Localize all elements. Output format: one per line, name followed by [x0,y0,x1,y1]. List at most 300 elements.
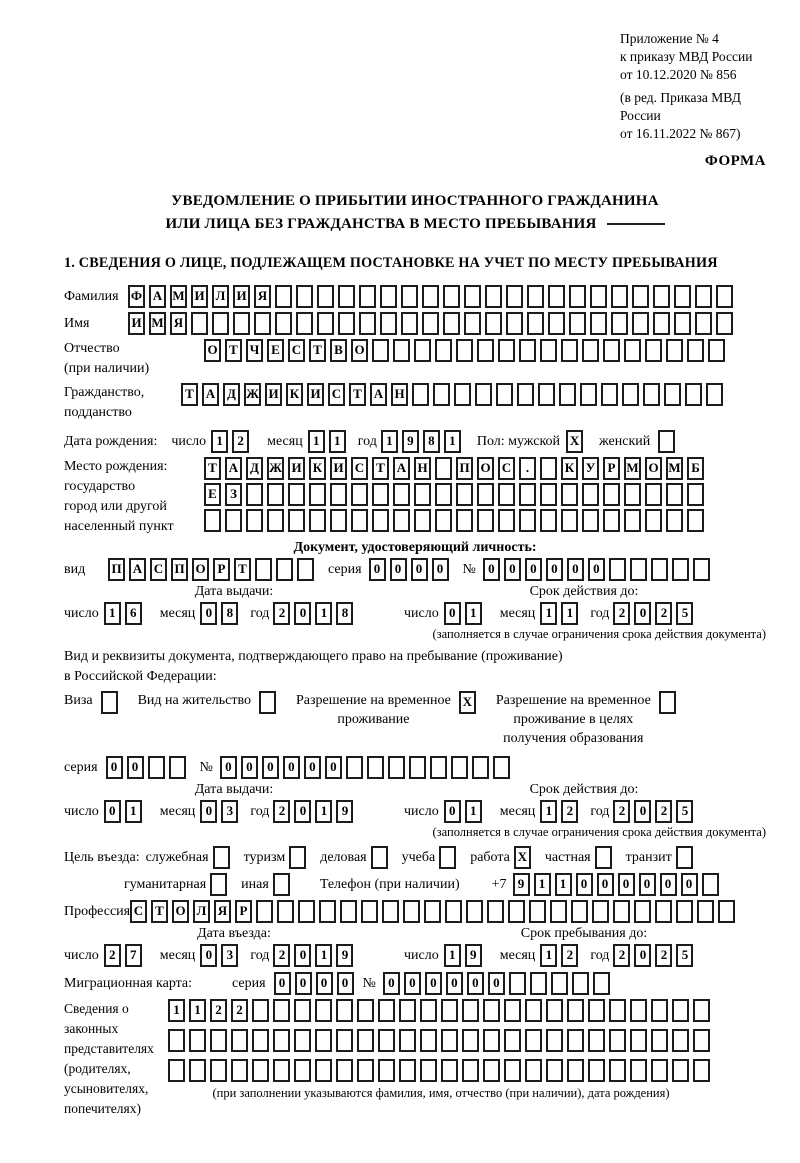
char-box[interactable]: С [328,383,345,406]
char-box[interactable] [672,558,689,581]
char-box[interactable] [289,846,306,869]
char-box[interactable]: О [204,339,221,362]
char-box[interactable] [582,509,599,532]
char-box[interactable] [101,691,118,714]
char-box[interactable]: 0 [106,756,123,779]
char-box[interactable]: 9 [402,430,419,453]
char-box[interactable]: О [477,457,494,480]
char-box[interactable] [441,1059,458,1082]
char-box[interactable] [254,312,271,335]
char-box[interactable] [693,1059,710,1082]
char-box[interactable] [414,509,431,532]
char-box[interactable] [687,483,704,506]
char-box[interactable]: 1 [444,944,461,967]
char-box[interactable] [189,1029,206,1052]
char-box[interactable] [445,900,462,923]
char-box[interactable] [464,285,481,308]
char-box[interactable] [399,1059,416,1082]
char-box[interactable]: 0 [262,756,279,779]
char-box[interactable]: 0 [639,873,656,896]
char-box[interactable]: 0 [294,800,311,823]
char-box[interactable]: 0 [660,873,677,896]
char-box[interactable]: Д [246,457,263,480]
char-box[interactable] [622,383,639,406]
char-box[interactable]: О [172,900,189,923]
char-box[interactable] [441,1029,458,1052]
char-box[interactable]: 5 [676,602,693,625]
char-box[interactable] [399,999,416,1022]
char-box[interactable] [485,285,502,308]
char-box[interactable] [716,285,733,308]
char-box[interactable]: 1 [315,800,332,823]
char-box[interactable]: 0 [597,873,614,896]
char-box[interactable] [210,873,227,896]
char-box[interactable] [233,312,250,335]
char-box[interactable] [676,900,693,923]
char-box[interactable] [357,1059,374,1082]
char-box[interactable]: Т [309,339,326,362]
char-box[interactable] [550,900,567,923]
char-box[interactable] [569,285,586,308]
char-box[interactable] [603,483,620,506]
char-box[interactable] [294,999,311,1022]
char-box[interactable] [317,312,334,335]
char-box[interactable]: А [129,558,146,581]
char-box[interactable] [441,999,458,1022]
char-box[interactable] [538,383,555,406]
char-box[interactable]: Т [225,339,242,362]
char-box[interactable] [464,312,481,335]
char-box[interactable]: 2 [273,944,290,967]
char-box[interactable] [483,1029,500,1052]
char-box[interactable] [525,1059,542,1082]
char-box[interactable] [456,509,473,532]
char-box[interactable] [378,999,395,1022]
char-box[interactable]: Ж [244,383,261,406]
char-box[interactable] [643,383,660,406]
char-box[interactable]: 0 [618,873,635,896]
char-box[interactable]: П [456,457,473,480]
char-box[interactable]: Т [204,457,221,480]
char-box[interactable]: 1 [555,873,572,896]
char-box[interactable] [632,285,649,308]
char-box[interactable] [168,1059,185,1082]
char-box[interactable] [609,558,626,581]
char-box[interactable] [496,383,513,406]
char-box[interactable] [506,312,523,335]
char-box[interactable] [371,846,388,869]
char-box[interactable] [590,285,607,308]
char-box[interactable] [477,339,494,362]
char-box[interactable] [651,1029,668,1052]
char-box[interactable] [630,999,647,1022]
char-box[interactable]: 2 [613,602,630,625]
char-box[interactable] [685,383,702,406]
char-box[interactable] [548,285,565,308]
char-box[interactable]: Т [372,457,389,480]
char-box[interactable]: Р [603,457,620,480]
char-box[interactable] [651,1059,668,1082]
char-box[interactable] [655,900,672,923]
char-box[interactable]: Е [267,339,284,362]
char-box[interactable]: 0 [295,972,312,995]
char-box[interactable]: 3 [221,944,238,967]
char-box[interactable] [420,1029,437,1052]
char-box[interactable] [340,900,357,923]
char-box[interactable]: К [561,457,578,480]
char-box[interactable] [399,1029,416,1052]
char-box[interactable]: 0 [404,972,421,995]
char-box[interactable]: Ж [267,457,284,480]
char-box[interactable] [472,756,489,779]
char-box[interactable] [351,509,368,532]
char-box[interactable]: 0 [576,873,593,896]
char-box[interactable]: К [286,383,303,406]
char-box[interactable] [509,972,526,995]
char-box[interactable]: 1 [308,430,325,453]
char-box[interactable] [624,509,641,532]
char-box[interactable]: X [566,430,583,453]
char-box[interactable]: 0 [383,972,400,995]
char-box[interactable] [632,312,649,335]
char-box[interactable] [695,285,712,308]
char-box[interactable] [693,1029,710,1052]
char-box[interactable]: 0 [444,800,461,823]
char-box[interactable] [213,846,230,869]
char-box[interactable]: Т [234,558,251,581]
char-box[interactable] [527,312,544,335]
char-box[interactable] [666,483,683,506]
char-box[interactable]: 2 [210,999,227,1022]
char-box[interactable]: 1 [444,430,461,453]
char-box[interactable]: 8 [423,430,440,453]
char-box[interactable] [294,1029,311,1052]
char-box[interactable]: 2 [561,944,578,967]
char-box[interactable] [382,900,399,923]
char-box[interactable]: П [171,558,188,581]
char-box[interactable] [357,1029,374,1052]
char-box[interactable]: 0 [127,756,144,779]
char-box[interactable]: И [191,285,208,308]
char-box[interactable]: 0 [283,756,300,779]
char-box[interactable] [462,1059,479,1082]
char-box[interactable]: 0 [483,558,500,581]
char-box[interactable]: 1 [329,430,346,453]
char-box[interactable] [487,900,504,923]
char-box[interactable] [477,483,494,506]
char-box[interactable] [567,1059,584,1082]
char-box[interactable] [716,312,733,335]
char-box[interactable]: X [459,691,476,714]
char-box[interactable] [357,999,374,1022]
char-box[interactable]: Е [204,483,221,506]
char-box[interactable] [451,756,468,779]
char-box[interactable]: П [108,558,125,581]
char-box[interactable] [420,1059,437,1082]
char-box[interactable] [693,999,710,1022]
char-box[interactable] [546,1029,563,1052]
char-box[interactable]: 0 [294,602,311,625]
char-box[interactable] [674,285,691,308]
char-box[interactable]: 0 [294,944,311,967]
char-box[interactable] [435,483,452,506]
char-box[interactable]: 0 [634,602,651,625]
char-box[interactable]: 0 [432,558,449,581]
char-box[interactable]: А [393,457,410,480]
char-box[interactable]: 5 [676,800,693,823]
char-box[interactable] [504,1059,521,1082]
char-box[interactable] [630,1059,647,1082]
char-box[interactable]: О [192,558,209,581]
char-box[interactable] [645,339,662,362]
char-box[interactable] [540,457,557,480]
char-box[interactable] [252,1029,269,1052]
char-box[interactable] [603,509,620,532]
char-box[interactable]: 1 [315,944,332,967]
char-box[interactable] [414,483,431,506]
char-box[interactable] [231,1059,248,1082]
char-box[interactable] [403,900,420,923]
char-box[interactable]: 0 [681,873,698,896]
char-box[interactable]: 0 [104,800,121,823]
char-box[interactable] [288,483,305,506]
char-box[interactable]: 1 [540,602,557,625]
char-box[interactable] [346,756,363,779]
char-box[interactable] [336,1059,353,1082]
char-box[interactable] [687,339,704,362]
char-box[interactable] [672,1029,689,1052]
char-box[interactable] [582,339,599,362]
char-box[interactable] [380,285,397,308]
char-box[interactable]: 0 [390,558,407,581]
char-box[interactable]: А [202,383,219,406]
char-box[interactable] [401,285,418,308]
char-box[interactable]: Д [223,383,240,406]
char-box[interactable]: 0 [444,602,461,625]
char-box[interactable]: 1 [540,944,557,967]
char-box[interactable] [483,999,500,1022]
char-box[interactable] [420,999,437,1022]
char-box[interactable] [189,1059,206,1082]
char-box[interactable] [422,285,439,308]
char-box[interactable] [609,1059,626,1082]
char-box[interactable]: 3 [221,800,238,823]
char-box[interactable] [330,509,347,532]
char-box[interactable] [613,900,630,923]
char-box[interactable] [148,756,165,779]
char-box[interactable]: 0 [369,558,386,581]
char-box[interactable]: А [149,285,166,308]
char-box[interactable]: Т [349,383,366,406]
char-box[interactable]: И [128,312,145,335]
char-box[interactable] [559,383,576,406]
char-box[interactable] [439,846,456,869]
char-box[interactable]: И [288,457,305,480]
char-box[interactable] [276,558,293,581]
char-box[interactable] [525,1029,542,1052]
char-box[interactable] [645,483,662,506]
char-box[interactable] [571,900,588,923]
char-box[interactable] [611,312,628,335]
char-box[interactable]: 0 [274,972,291,995]
char-box[interactable] [588,1029,605,1052]
char-box[interactable]: 2 [273,602,290,625]
char-box[interactable]: . [519,457,536,480]
char-box[interactable] [588,999,605,1022]
char-box[interactable] [267,483,284,506]
char-box[interactable]: 5 [676,944,693,967]
char-box[interactable] [169,756,186,779]
char-box[interactable] [506,285,523,308]
char-box[interactable] [361,900,378,923]
char-box[interactable] [645,509,662,532]
char-box[interactable] [595,846,612,869]
char-box[interactable]: С [150,558,167,581]
char-box[interactable] [433,383,450,406]
char-box[interactable] [372,339,389,362]
char-box[interactable] [309,509,326,532]
char-box[interactable]: 2 [561,800,578,823]
char-box[interactable]: С [130,900,147,923]
char-box[interactable] [330,483,347,506]
char-box[interactable] [567,1029,584,1052]
char-box[interactable]: Я [254,285,271,308]
char-box[interactable] [273,999,290,1022]
char-box[interactable] [687,509,704,532]
char-box[interactable]: 1 [465,602,482,625]
char-box[interactable] [319,900,336,923]
char-box[interactable]: М [149,312,166,335]
char-box[interactable]: Н [414,457,431,480]
char-box[interactable] [651,999,668,1022]
char-box[interactable]: 2 [655,944,672,967]
char-box[interactable] [359,312,376,335]
char-box[interactable] [246,509,263,532]
char-box[interactable]: Н [391,383,408,406]
char-box[interactable] [624,339,641,362]
char-box[interactable] [624,483,641,506]
char-box[interactable] [498,483,515,506]
char-box[interactable] [401,312,418,335]
char-box[interactable]: А [370,383,387,406]
char-box[interactable] [527,285,544,308]
char-box[interactable] [572,972,589,995]
char-box[interactable]: 9 [465,944,482,967]
char-box[interactable]: Ч [246,339,263,362]
char-box[interactable] [246,483,263,506]
char-box[interactable]: 1 [315,602,332,625]
char-box[interactable] [466,900,483,923]
char-box[interactable] [540,483,557,506]
char-box[interactable] [296,285,313,308]
char-box[interactable]: Я [170,312,187,335]
char-box[interactable]: Я [214,900,231,923]
char-box[interactable] [456,483,473,506]
char-box[interactable]: 2 [655,800,672,823]
char-box[interactable] [477,509,494,532]
char-box[interactable] [517,383,534,406]
char-box[interactable] [548,312,565,335]
char-box[interactable]: З [225,483,242,506]
char-box[interactable]: 8 [221,602,238,625]
char-box[interactable] [388,756,405,779]
char-box[interactable] [493,756,510,779]
char-box[interactable]: 6 [125,602,142,625]
char-box[interactable] [498,509,515,532]
char-box[interactable]: О [351,339,368,362]
char-box[interactable] [540,339,557,362]
char-box[interactable]: И [233,285,250,308]
char-box[interactable] [567,999,584,1022]
char-box[interactable] [372,483,389,506]
char-box[interactable]: 7 [125,944,142,967]
char-box[interactable] [315,1059,332,1082]
char-box[interactable]: И [265,383,282,406]
char-box[interactable]: 1 [104,602,121,625]
char-box[interactable]: 2 [232,430,249,453]
char-box[interactable] [519,339,536,362]
char-box[interactable] [601,383,618,406]
char-box[interactable]: 9 [336,800,353,823]
char-box[interactable]: 1 [125,800,142,823]
char-box[interactable] [168,1029,185,1052]
char-box[interactable] [475,383,492,406]
char-box[interactable] [256,900,273,923]
char-box[interactable]: 0 [588,558,605,581]
char-box[interactable]: 0 [200,602,217,625]
char-box[interactable]: 0 [546,558,563,581]
char-box[interactable] [298,900,315,923]
char-box[interactable] [695,312,712,335]
char-box[interactable]: 2 [231,999,248,1022]
char-box[interactable] [414,339,431,362]
char-box[interactable] [338,285,355,308]
char-box[interactable]: 0 [220,756,237,779]
char-box[interactable] [519,483,536,506]
char-box[interactable]: 0 [446,972,463,995]
char-box[interactable] [653,312,670,335]
char-box[interactable] [508,900,525,923]
char-box[interactable] [666,339,683,362]
char-box[interactable]: Ф [128,285,145,308]
char-box[interactable] [672,999,689,1022]
char-box[interactable]: 2 [613,800,630,823]
char-box[interactable]: 2 [655,602,672,625]
char-box[interactable]: 2 [613,944,630,967]
char-box[interactable] [393,509,410,532]
char-box[interactable] [338,312,355,335]
char-box[interactable]: 0 [337,972,354,995]
char-box[interactable] [609,1029,626,1052]
char-box[interactable]: Б [687,457,704,480]
char-box[interactable] [630,1029,647,1052]
char-box[interactable]: 1 [534,873,551,896]
char-box[interactable] [191,312,208,335]
char-box[interactable] [297,558,314,581]
char-box[interactable] [462,1029,479,1052]
char-box[interactable]: Т [181,383,198,406]
char-box[interactable] [672,1059,689,1082]
char-box[interactable] [288,509,305,532]
char-box[interactable]: 0 [525,558,542,581]
char-box[interactable] [393,339,410,362]
char-box[interactable] [252,1059,269,1082]
char-box[interactable] [435,339,452,362]
char-box[interactable] [456,339,473,362]
char-box[interactable] [380,312,397,335]
char-box[interactable] [267,509,284,532]
char-box[interactable] [422,312,439,335]
